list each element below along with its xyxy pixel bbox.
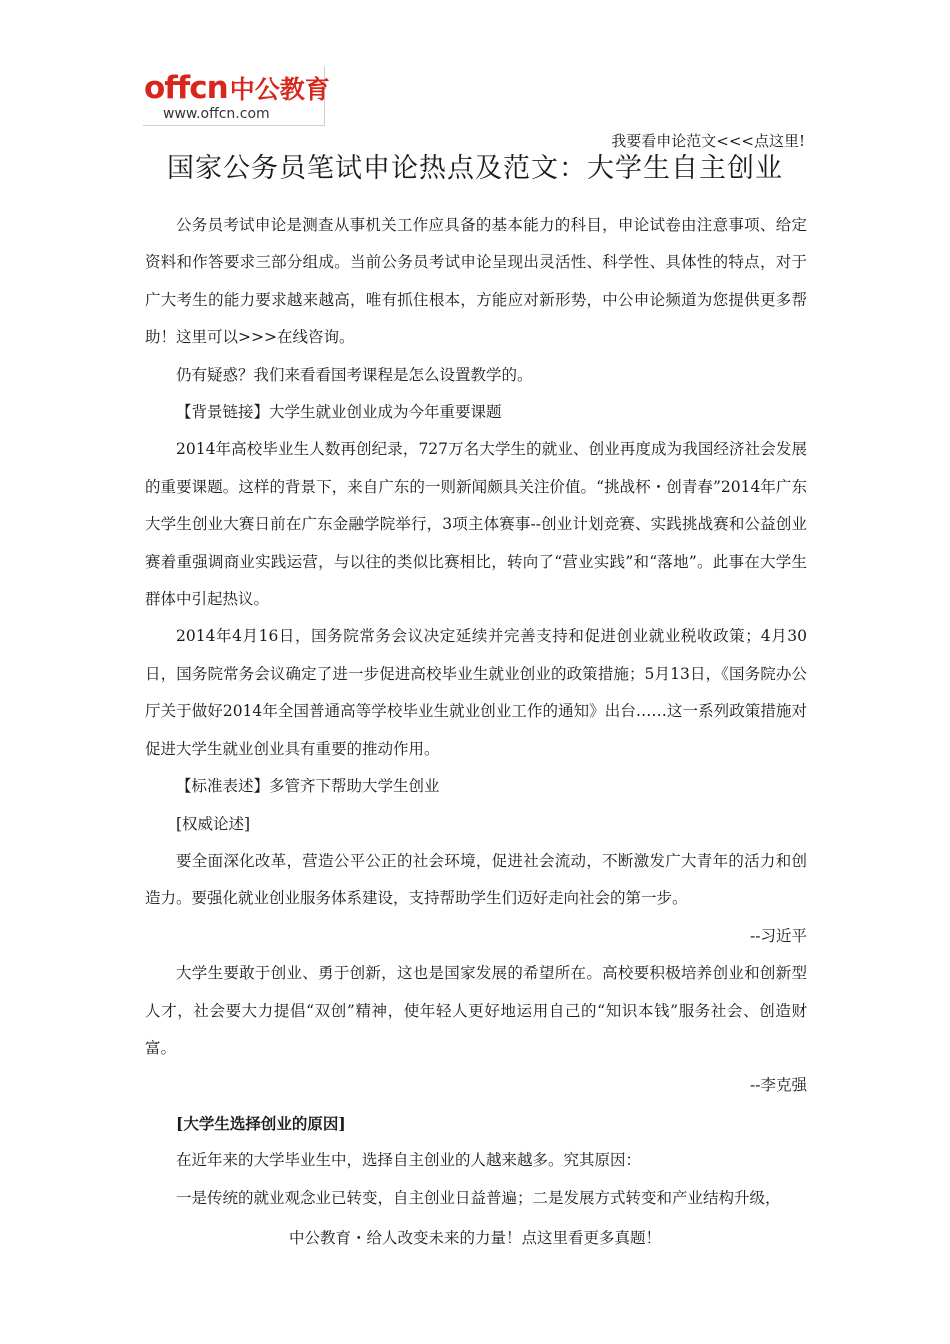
footer <box>0 1226 950 1248</box>
paragraph-policies: 2014年4月16日，国务院常务会议决定延续并完善支持和促进创业就业税收政策；4月30日，国务院常务会议确定了进一步促进高校毕业生就业创业的政策措施；5月13日，《国务院办公厅关于做好2014年全国普通高等学校毕业生就业创业工作的通知》出台……这一系列政策措施对促进大学生就业创业具有重要的推动作用。 <box>145 627 807 758</box>
paragraph-reasons-list: 一是传统的就业观念业已转变，自主创业日益普遍；二是发展方式转变和产业结构升级， <box>176 1188 781 1207</box>
logo-brand-cn: 中公教育 <box>229 75 330 104</box>
subheading-reasons: [大学生选择创业的原因] <box>176 1113 346 1133</box>
paragraph-quote-1: 要全面深化改革，营造公平公正的社会环境，促进社会流动，不断激发广大青年的活力和创造力。要强化就业创业服务体系建设，支持帮助学生们迈好走向社会的第一步。 <box>145 851 807 908</box>
logo-url: www.offcn.com <box>163 106 270 122</box>
essay-sample-link[interactable]: 我要看申论范文<<<点这里! <box>611 132 805 150</box>
paragraph-reasons-intro: 在近年来的大学毕业生中，选择自主创业的人越来越多。究其原因： <box>176 1151 642 1170</box>
quote-attribution-2: --李克强 <box>750 1076 807 1095</box>
subheading-authority: [权威论述] <box>176 814 251 833</box>
article-body <box>145 207 807 1217</box>
logo-brand: offcn <box>144 70 228 106</box>
paragraph-quote-2: 大学生要敢于创业、勇于创新，这也是国家发展的希望所在。高校要积极培养创业和创新型人才，社会要大力提倡“双创”精神，使年轻人更好地运用自己的“知识本钱”服务社会、创造财富。 <box>145 964 807 1057</box>
section-heading-standard: 【标准表述】多管齐下帮助大学生创业 <box>176 777 440 796</box>
paragraph-intro: 公务员考试申论是测查从事机关工作应具备的基本能力的科目，申论试卷由注意事项、给定资料和作答要求三部分组成。当前公务员考试申论呈现出灵活性、科学性、具体性的特点，对于广大考生的能力要求越来越高，唯有抓住根本，方能应对新形势，中公申论频道为您提供更多帮助！这里可以>>>在线咨询。 <box>145 216 807 347</box>
page-title: 国家公务员笔试申论热点及范文：大学生自主创业 <box>167 153 783 184</box>
section-heading-background: 【背景链接】大学生就业创业成为今年重要课题 <box>176 403 502 422</box>
paragraph-course: 仍有疑惑？我们来看看国考课程是怎么设置教学的。 <box>176 365 533 384</box>
quote-attribution-1: --习近平 <box>750 926 807 945</box>
footer-more-questions-link[interactable]: 中公教育・给人改变未来的力量！点这里看更多真题！ <box>288 1229 661 1247</box>
logo-wordmark <box>144 70 330 106</box>
paragraph-background: 2014年高校毕业生人数再创纪录，727万名大学生的就业、创业再度成为我国经济社会发展的重要课题。这样的背景下，来自广东的一则新闻颇具关注价值。“挑战杯・创青春”2014年广东大学生创业大赛日前在广东金融学院举行，3项主体赛事--创业计划竞赛、实践挑战赛和公益创业赛着重强调商业实践运营，与以往的类似比赛相比，转向了“营业实践”和“落地”。此事在大学生群体中引起热议。 <box>145 440 807 609</box>
offcn-logo[interactable] <box>143 66 330 126</box>
